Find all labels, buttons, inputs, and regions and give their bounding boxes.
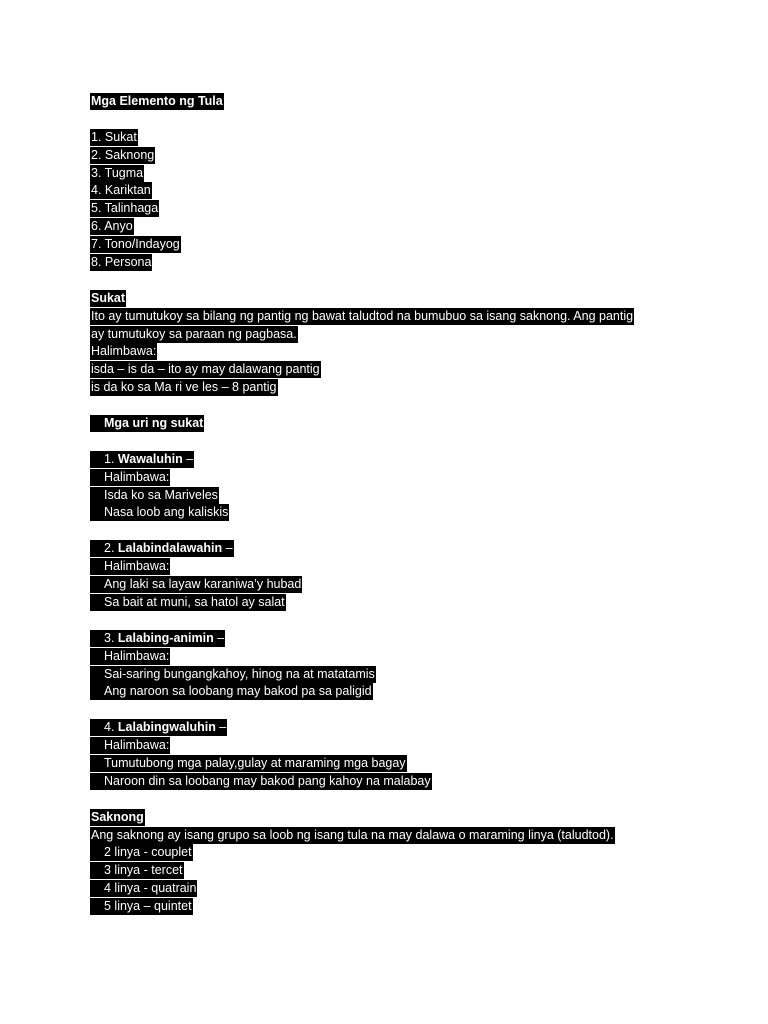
sukat-type-name: Lalabingwaluhin (117, 720, 216, 735)
element-item-text: 8. Persona (91, 255, 152, 270)
sukat-example-label-line (90, 343, 730, 361)
sukat-type-example-line (90, 487, 730, 505)
sukat-desc-line (90, 326, 730, 344)
blank-line (90, 272, 730, 290)
saknong-desc: Ang saknong ay isang grupo sa loob ng isang tula na may dalawa o maraming linya (taludtod). (91, 827, 614, 842)
element-item-text: 2. Saknong (91, 147, 155, 162)
saknong-item-line (90, 880, 730, 898)
sukat-example-line (90, 361, 730, 379)
sukat-type-heading (90, 540, 234, 557)
sukat-type-example-line (90, 594, 730, 612)
sukat-type-heading-line (90, 540, 730, 558)
sukat-type-example-text: Isda ko sa Mariveles (90, 487, 219, 504)
sukat-heading-line (90, 290, 730, 308)
sukat-type-number: 3. (104, 630, 118, 645)
sukat-type-example-text: Ang naroon sa loobang may bakod pa sa paligid (90, 683, 373, 700)
sukat-type-dash: – (182, 451, 194, 466)
sukat-type-number: 4. (104, 720, 118, 735)
sukat-type-heading-line (90, 451, 730, 469)
sukat-type-label-line (90, 648, 730, 666)
sukat-type-example-label: Halimbawa: (90, 469, 170, 486)
sukat-type-dash: – (222, 541, 233, 556)
element-item-text: 1. Sukat (91, 129, 137, 144)
element-list-item (90, 200, 730, 218)
sukat-type-example-line (90, 755, 730, 773)
sukat-type-dash: – (215, 720, 227, 735)
document-page (90, 93, 730, 916)
sukat-type-example-line (90, 773, 730, 791)
sukat-type-example-text: Ang laki sa layaw karaniwa’y hubad (90, 576, 302, 593)
saknong-item: 5 linya – quintet (90, 898, 193, 915)
blank-line (90, 612, 730, 630)
element-list-item (90, 182, 730, 200)
element-list-item (90, 129, 730, 147)
sukat-type-label-line (90, 737, 730, 755)
saknong-item-line (90, 844, 730, 862)
sukat-type-number: 2. (104, 541, 118, 556)
sukat-type-heading-line (90, 719, 730, 737)
saknong-item-line (90, 862, 730, 880)
sukat-type-number: 1. (104, 451, 118, 466)
element-item-text: 5. Talinhaga (91, 201, 159, 216)
blank-line (90, 111, 730, 129)
saknong-heading-line (90, 809, 730, 827)
saknong-item: 3 linya - tercet (90, 862, 184, 879)
sukat-type-example-text: Sa bait at muni, sa hatol ay salat (90, 594, 286, 611)
saknong-heading: Saknong (91, 809, 144, 824)
element-item-text: 7. Tono/Indayog (91, 237, 180, 252)
element-list-item (90, 254, 730, 272)
element-list-item (90, 236, 730, 254)
element-list-item (90, 165, 730, 183)
sukat-type-example-text: Naroon din sa loobang may bakod pang kahoy na malabay (90, 773, 432, 790)
blank-line (90, 433, 730, 451)
element-item-text: 3. Tugma (91, 165, 144, 180)
uri-heading: Mga uri ng sukat (90, 415, 204, 432)
sukat-desc-line (90, 308, 730, 326)
sukat-type-example-line (90, 683, 730, 701)
sukat-example-2: is da ko sa Ma ri ve les – 8 pantig (91, 380, 277, 395)
sukat-type-label-line (90, 558, 730, 576)
blank-line (90, 522, 730, 540)
sukat-type-heading (90, 630, 225, 647)
element-list-item (90, 147, 730, 165)
saknong-item-line (90, 898, 730, 916)
sukat-type-name: Lalabindalawahin (117, 541, 223, 556)
element-item-text: 4. Kariktan (91, 183, 151, 198)
sukat-type-label-line (90, 469, 730, 487)
sukat-example-line (90, 379, 730, 397)
sukat-type-example-label: Halimbawa: (90, 558, 170, 575)
blank-line (90, 701, 730, 719)
sukat-type-name: Lalabing-animin (117, 630, 214, 645)
sukat-type-example-line (90, 504, 730, 522)
sukat-type-dash: – (213, 630, 225, 645)
sukat-example-1: isda – is da – ito ay may dalawang pantig (91, 362, 320, 377)
saknong-item: 2 linya - couplet (90, 844, 193, 861)
element-list-item (90, 218, 730, 236)
sukat-type-example-text: Sai-saring bungangkahoy, hinog na at matatamis (90, 666, 376, 683)
sukat-type-example-label: Halimbawa: (90, 648, 170, 665)
sukat-type-name: Wawaluhin (117, 451, 183, 466)
uri-heading-line (90, 415, 730, 433)
sukat-desc-1: Ito ay tumutukoy sa bilang ng pantig ng bawat taludtod na bumubuo sa isang saknong. Ang pantig (91, 308, 634, 323)
document-title: Mga Elemento ng Tula (91, 94, 223, 108)
saknong-item: 4 linya - quatrain (90, 880, 197, 897)
sukat-heading: Sukat (91, 290, 126, 305)
element-item-text: 6. Anyo (91, 219, 133, 234)
sukat-type-example-text: Nasa loob ang kaliskis (90, 504, 229, 521)
sukat-type-heading (90, 451, 194, 468)
sukat-type-example-line (90, 576, 730, 594)
sukat-desc-2: ay tumutukoy sa paraan ng pagbasa. (91, 326, 297, 341)
sukat-type-heading-line (90, 630, 730, 648)
sukat-type-example-label: Halimbawa: (90, 737, 170, 754)
sukat-type-example-text: Tumutubong mga palay,gulay at maraming mga bagay (90, 755, 407, 772)
saknong-desc-line (90, 827, 730, 845)
title-line (90, 93, 730, 111)
blank-line (90, 397, 730, 415)
sukat-type-heading (90, 719, 227, 736)
blank-line (90, 791, 730, 809)
sukat-example-label: Halimbawa: (91, 344, 157, 359)
sukat-type-example-line (90, 666, 730, 684)
